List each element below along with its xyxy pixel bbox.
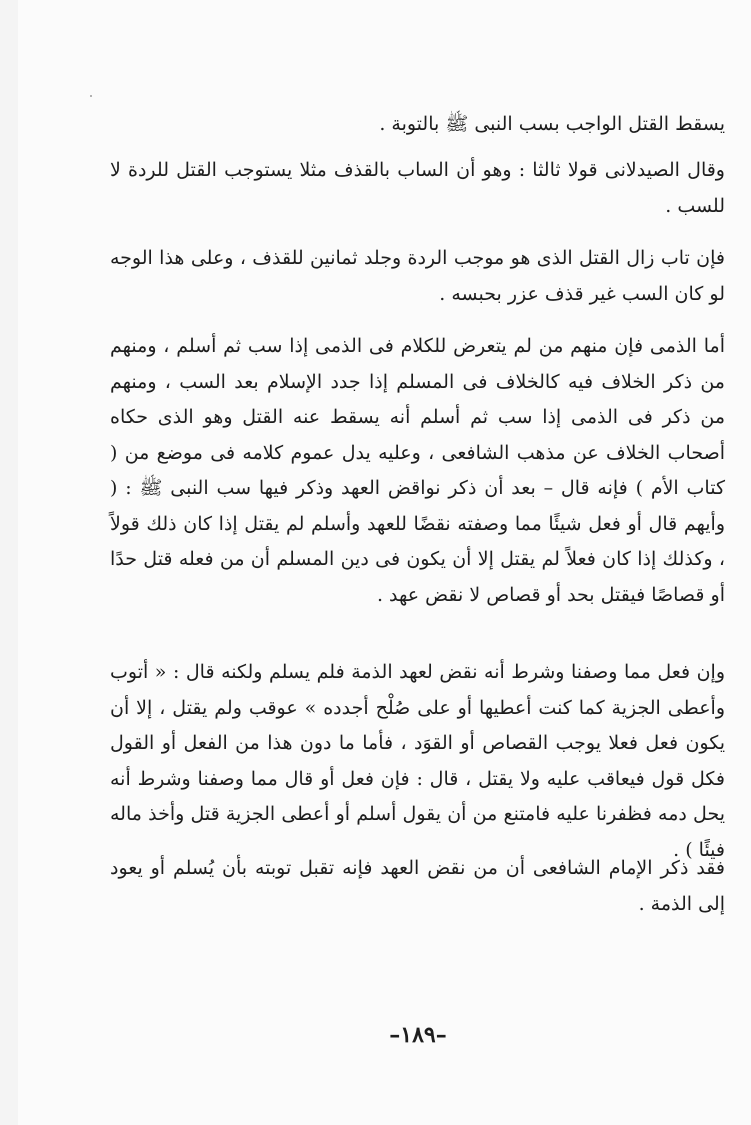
paragraph-6: فقد ذكر الإمام الشافعى أن من نقض العهد فإنه تقبل توبته بأن يُسلم أو يعود إلى الذمة . (110, 857, 725, 915)
paragraph-5: وإن فعل مما وصفنا وشرط أنه نقض لعهد الذمة فلم يسلم ولكنه قال : « أتوب وأعطى الجزية كما كنت أعطيها أو على صُلْح أجدده » عوقب ولم يقتل ، إلا أن يكون فعل فعلا يوجب القصاص أو القوَد ، فأما ما دون هذا من الفعل أو القول فكل قول فيعاقب عليه ولا يقتل ، قال : فإن فعل أو قال مما وصفنا وشرط أنه يحل دمه فظفرنا عليه فامتنع من أن يقول أسلم أو أعطى الجزية قتل وأخذ ماله فيئًا ) . (110, 661, 725, 861)
paragraph-1: يسقط القتل الواجب بسب النبى ﷺ بالتوبة . (379, 113, 725, 135)
paragraph-2: وقال الصيدلانى قولا ثالثا : وهو أن الساب بالقذف مثلا يستوجب القتل للردة لا للسب . (110, 159, 725, 217)
page-number: –١٨٩– (389, 1022, 447, 1048)
paragraph-4: أما الذمى فإن منهم من لم يتعرض للكلام فى الذمى إذا سب ثم أسلم ، ومنهم من ذكر الخلاف فيه كالخلاف فى المسلم إذا جدد الإسلام بعد السب ، ومنهم من ذكر فى الذمى إذا سب ثم أسلم أنه يسقط عنه القتل وهو الذى حكاه أصحاب الخلاف عن مذهب الشافعى ، وعليه يدل عموم كلامه فى موضع من ( كتاب الأم ) فإنه قال – بعد أن ذكر نواقض العهد وذكر فيها سب النبى ﷺ : ( وأيهم قال أو فعل شيئًا مما وصفته نقضًا للعهد وأسلم لم يقتل إذا كان ذلك قولاً ، وكذلك إذا كان فعلاً لم يقتل إلا أن يكون فى دين المسلم أن من فعله قتل حدًا أو قصاصًا فيقتل بحد أو قصاص لا نقض عهد . (110, 335, 725, 606)
book-page (18, 0, 751, 1125)
paragraph-3: فإن تاب زال القتل الذى هو موجب الردة وجلد ثمانين للقذف ، وعلى هذا الوجه لو كان السب غير قذف عزر بحبسه . (110, 247, 725, 305)
scan-speck (90, 95, 92, 97)
